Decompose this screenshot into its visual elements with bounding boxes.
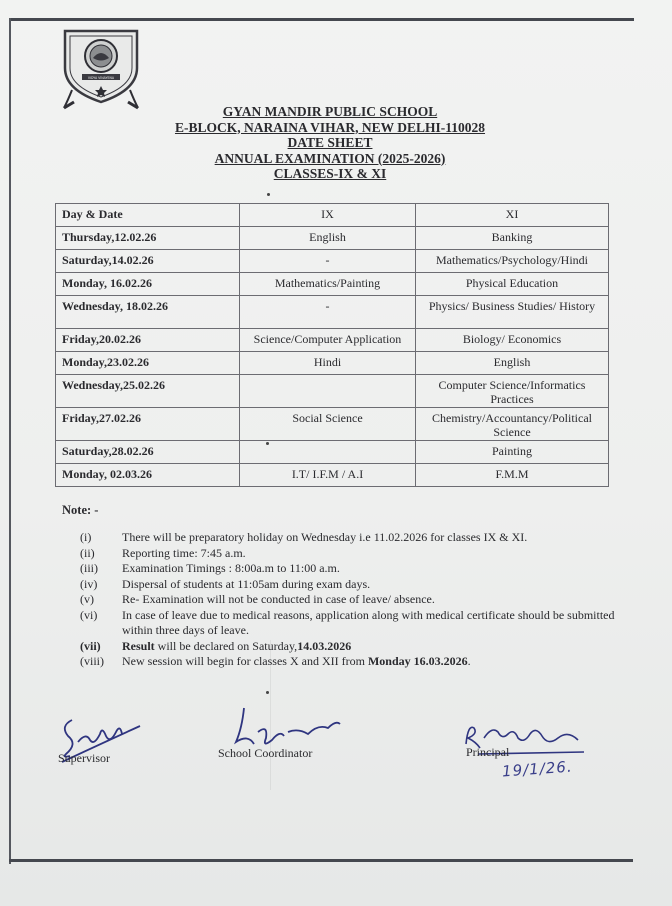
notes-heading: Note: - [62,503,99,517]
table-row [56,441,609,464]
stray-dot [266,442,269,445]
note-text-tail: . [467,654,471,668]
note-text-body: New session will begin for classes X and XII from [122,654,368,668]
school-name: GYAN MANDIR PUBLIC SCHOOL [222,104,438,119]
note-bold-date: 14.03.2026 [297,638,352,653]
row-xi-subject: Banking [416,227,609,250]
row-date: Wednesday,25.02.26 [56,375,240,408]
row-ix-subject [240,375,416,408]
table-header-row [56,204,609,227]
school-address: E-BLOCK, NARAINA VIHAR, NEW DELHI-110028 [174,119,486,135]
coordinator-label: School Coordinator [218,746,313,760]
supervisor-label: Supervisor [58,751,110,765]
document-title: DATE SHEET [287,135,373,150]
table-row [56,227,609,250]
note-item [80,639,620,655]
row-date: Wednesday, 18.02.26 [56,296,240,329]
note-text [122,654,620,670]
note-item [80,654,620,670]
table-row [56,408,609,441]
school-crest-logo [62,28,140,110]
note-text: In case of leave due to medical reasons, application along with medical certificate should be submitted within three days of leave. [122,607,615,637]
row-ix-subject: Hindi [240,352,416,375]
date-sheet-table [55,203,609,487]
table-row [56,464,609,487]
row-xi-subject: Biology/ Economics [416,329,609,352]
exam-title: ANNUAL EXAMINATION (2025-2026) [214,150,446,166]
row-ix-subject: Mathematics/Painting [240,273,416,296]
stray-dot [267,193,270,196]
table-row [56,329,609,352]
classes-title: CLASSES-IX & XI [273,166,387,181]
header-class-ix: IX [240,204,416,227]
row-xi-subject: Computer Science/Informatics Practices [416,375,609,408]
row-xi-subject: F.M.M [416,464,609,487]
note-number: (vi) [80,607,98,622]
note-text: Dispersal of students at 11:05am during exam days. [122,576,371,591]
row-date: Friday,27.02.26 [56,408,240,441]
note-number: (iv) [80,576,98,591]
row-date: Thursday,12.02.26 [56,227,240,250]
row-ix-subject: Science/Computer Application [240,329,416,352]
coordinator-signature [228,704,348,752]
note-item [80,592,620,608]
table-row [56,375,609,408]
row-date: Monday,23.02.26 [56,352,240,375]
header-day-date: Day & Date [56,204,240,227]
note-text: Reporting time: 7:45 a.m. [122,545,246,560]
row-ix-subject: - [240,296,416,329]
note-number: (v) [80,592,94,606]
note-item [80,561,620,577]
bottom-border-line [9,859,633,862]
note-number: (viii) [80,654,104,668]
note-item [80,608,620,639]
note-text: Re- Examination will not be conducted in case of leave/ absence. [122,592,435,606]
row-xi-subject: English [416,352,609,375]
row-xi-subject: Physics/ Business Studies/ History [416,296,609,329]
handwritten-date: 19/1/26. [501,757,574,781]
note-number: (i) [80,530,92,544]
note-item [80,530,620,546]
row-date: Saturday,28.02.26 [56,441,240,464]
note-item [80,546,620,562]
table-row [56,273,609,296]
row-date: Friday,20.02.26 [56,329,240,352]
header-class-xi: XI [416,204,609,227]
note-text: There will be preparatory holiday on Wednesday i.e 11.02.2026 for classes IX & XI. [122,530,528,544]
note-number: (iii) [80,561,98,575]
note-text [122,639,620,655]
row-ix-subject: I.T/ I.F.M / A.I [240,464,416,487]
row-xi-subject: Physical Education [416,273,609,296]
note-bold-date: Monday 16.03.2026 [367,654,468,668]
note-item [80,577,620,593]
notes-list [80,530,620,670]
row-date: Monday, 16.02.26 [56,273,240,296]
row-ix-subject: Social Science [240,408,416,441]
row-ix-subject: English [240,227,416,250]
row-date: Saturday,14.02.26 [56,250,240,273]
row-date: Monday, 02.03.26 [56,464,240,487]
left-border-line [9,18,11,864]
top-border-line [10,18,634,21]
note-text-body: will be declared on Saturday, [154,638,298,653]
row-xi-subject: Mathematics/Psychology/Hindi [416,250,609,273]
stray-dot [266,691,269,694]
note-bold-word: Result [122,638,155,653]
note-text: Examination Timings : 8:00a.m to 11:00 a.m. [122,561,340,575]
table-row [56,250,609,273]
table-row [56,296,609,329]
table-row [56,352,609,375]
row-xi-subject: Chemistry/Accountancy/Political Science [416,408,609,441]
svg-text:VIDYA VINAYENA: VIDYA VINAYENA [87,76,115,80]
row-ix-subject: - [240,250,416,273]
document-header [100,104,560,182]
principal-label: Principal [466,745,510,759]
row-xi-subject: Painting [416,441,609,464]
note-number: (vii) [80,638,101,653]
note-number: (ii) [80,545,95,560]
